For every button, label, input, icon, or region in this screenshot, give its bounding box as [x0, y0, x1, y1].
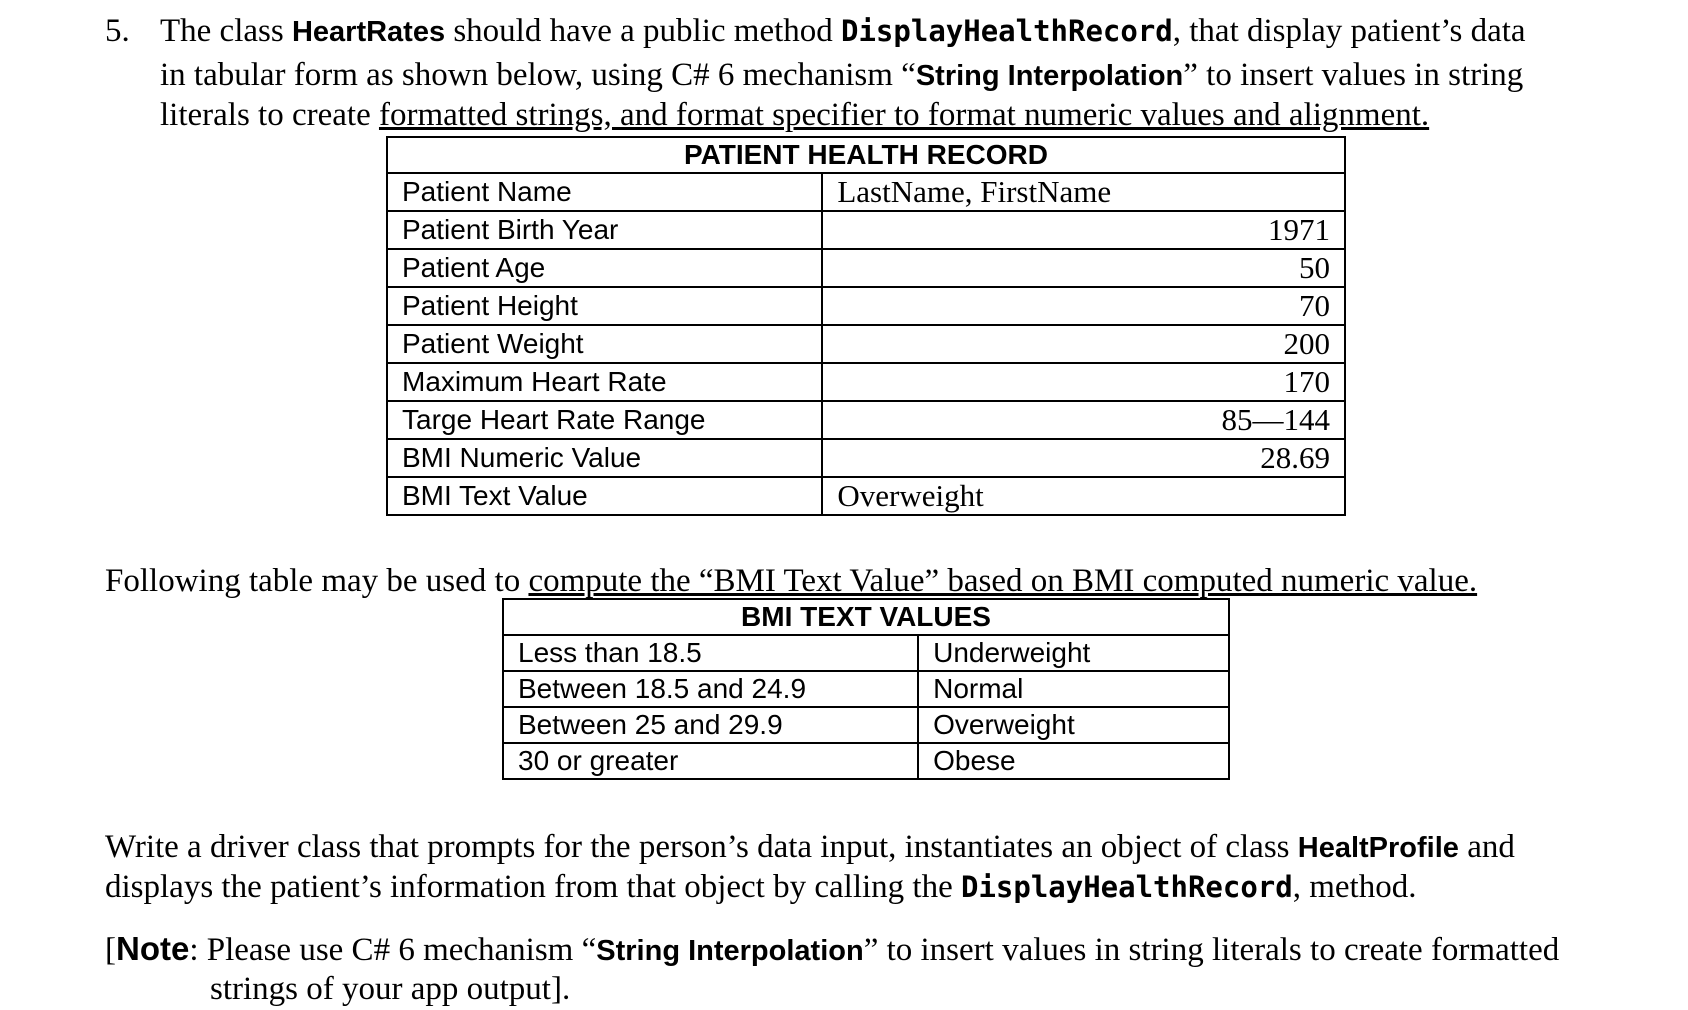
table-row [503, 635, 1229, 671]
string-interpolation-term: String Interpolation [596, 935, 864, 967]
row-value: 70 [822, 287, 1345, 325]
bmi-range: Less than 18.5 [503, 635, 918, 671]
row-label: Patient Age [387, 249, 822, 287]
table-row [503, 743, 1229, 779]
bracket: [ [105, 932, 116, 968]
row-value: LastName, FirstName [822, 173, 1345, 211]
method-name: DisplayHealthRecord [841, 14, 1173, 48]
note-label: Note [116, 930, 190, 967]
note-line-1 [105, 928, 1559, 972]
bmi-range: Between 25 and 29.9 [503, 707, 918, 743]
text: : Please use C# 6 mechanism “ [189, 932, 597, 968]
underlined-text: formatted strings, and format specifier to format numeric values and alignment. [378, 97, 1430, 133]
table-row [387, 287, 1345, 325]
text: , method. [1292, 869, 1417, 905]
bmi-range: 30 or greater [503, 743, 918, 779]
bmi-intro-text [105, 560, 1477, 602]
row-label: Patient Name [387, 173, 822, 211]
patient-health-record-table [386, 136, 1346, 516]
row-label: Targe Heart Rate Range [387, 401, 822, 439]
text: and [1458, 829, 1515, 865]
text: ” to insert values in string [1183, 57, 1524, 93]
bmi-text: Underweight [918, 635, 1229, 671]
row-value: 85—144 [822, 401, 1345, 439]
row-label: Patient Weight [387, 325, 822, 363]
table-row [387, 439, 1345, 477]
text: Following table may be used to [105, 563, 529, 599]
row-label: Patient Height [387, 287, 822, 325]
question-line-3 [160, 94, 1429, 136]
table-row [503, 671, 1229, 707]
text: in tabular form as shown below, using C# 6 mechanism “ [160, 57, 916, 93]
table-row [387, 325, 1345, 363]
table-row [503, 707, 1229, 743]
profile-class-name: HealtProfile [1297, 832, 1459, 864]
row-label: BMI Text Value [387, 477, 822, 515]
question-line-2 [160, 54, 1523, 97]
note-line-2: strings of your app output]. [210, 971, 571, 1007]
bmi-text-values-table [502, 598, 1230, 780]
bmi-range: Between 18.5 and 24.9 [503, 671, 918, 707]
table-body [387, 173, 1345, 515]
text: ” to insert values in string literals to create formatted [863, 932, 1560, 968]
table-row [387, 401, 1345, 439]
table-title: BMI TEXT VALUES [503, 599, 1229, 635]
table-row [387, 211, 1345, 249]
text: , that display patient’s data [1172, 13, 1526, 49]
row-label: Patient Birth Year [387, 211, 822, 249]
row-value: 1971 [822, 211, 1345, 249]
text: should have a public method [445, 13, 842, 49]
underlined-text: compute the “BMI Text Value” based on BMI computed numeric value. [528, 563, 1478, 599]
row-value: Overweight [822, 477, 1345, 515]
row-label: Maximum Heart Rate [387, 363, 822, 401]
driver-line-2 [105, 866, 1416, 908]
table-body [503, 635, 1229, 779]
row-value: 28.69 [822, 439, 1345, 477]
row-value: 50 [822, 249, 1345, 287]
table-row [387, 173, 1345, 211]
class-name: HeartRates [291, 16, 446, 48]
bmi-text: Obese [918, 743, 1229, 779]
row-value: 170 [822, 363, 1345, 401]
table-title: PATIENT HEALTH RECORD [387, 137, 1345, 173]
string-interpolation-term: String Interpolation [915, 60, 1184, 92]
row-value: 200 [822, 325, 1345, 363]
text: literals to create [160, 97, 379, 133]
table-row [387, 363, 1345, 401]
row-label: BMI Numeric Value [387, 439, 822, 477]
table-row [387, 477, 1345, 515]
question-number: 5. [105, 13, 130, 49]
text: The class [160, 13, 292, 49]
bmi-text: Normal [918, 671, 1229, 707]
bmi-text: Overweight [918, 707, 1229, 743]
driver-line-1 [105, 826, 1515, 869]
table-row [387, 249, 1345, 287]
question-line-1 [160, 10, 1526, 53]
text: displays the patient’s information from that object by calling the [105, 869, 961, 905]
method-name: DisplayHealthRecord [960, 870, 1293, 904]
text: Write a driver class that prompts for the person’s data input, instantiates an object of class [105, 829, 1298, 865]
